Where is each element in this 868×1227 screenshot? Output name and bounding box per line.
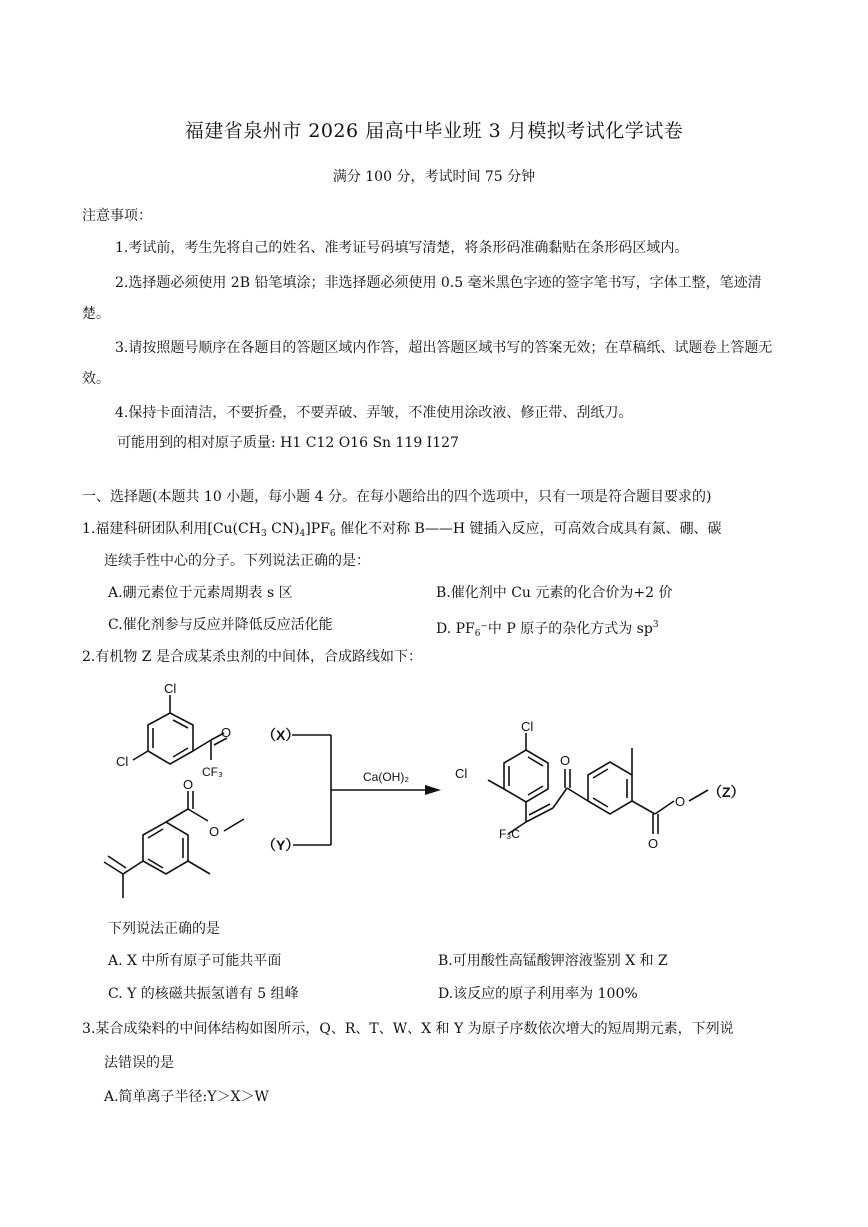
svg-text:F₃C: F₃C	[499, 827, 520, 841]
q1-option-d: D. $PF_6^-$中 P 原子的杂化方式为 $sp^3$	[436, 620, 659, 639]
page-title: 福建省泉州市 2026 届高中毕业班 3 月模拟考试化学试卷	[184, 120, 684, 142]
q2-option-d: D.该反应的原子利用率为 100%	[438, 986, 638, 1002]
notice-item-4: 4.保持卡面清洁，不要折叠，不要弄破、弄皱，不准使用涂改液、修正带、刮纸刀。	[115, 405, 633, 421]
svg-text:O: O	[183, 777, 194, 792]
svg-text:O: O	[560, 753, 571, 768]
svg-text:Ca(OH)₂: Ca(OH)₂	[363, 770, 409, 784]
q1-option-b: B.催化剂中 Cu 元素的化合价为+2 价	[436, 585, 673, 601]
q2-option-b: B.可用酸性高锰酸钾溶液鉴别 X 和 Z	[438, 953, 668, 969]
svg-text:（X）: （X）	[262, 727, 300, 743]
page-subtitle: 满分 100 分，考试时间 75 分钟	[332, 169, 536, 185]
q3-stem-line2: 法错误的是	[104, 1055, 174, 1071]
notice-item-3: 3.请按照题号顺序在各题目的答题区域内作答，超出答题区域书写的答案无效；在草稿纸、试题卷上答题无效。	[82, 340, 773, 387]
svg-text:Cl: Cl	[521, 719, 534, 734]
reaction-scheme	[0, 670, 868, 910]
q2-option-c: C. Y 的核磁共振氢谱有 5 组峰	[108, 986, 299, 1002]
svg-text:Cl: Cl	[164, 681, 177, 696]
svg-text:Cl: Cl	[455, 766, 468, 781]
notice-heading: 注意事项：	[82, 208, 152, 224]
q2-stem: 2.有机物 Z 是合成某杀虫剂的中间体，合成路线如下：	[82, 649, 422, 665]
q1-stem-line1: 1.福建科研团队利用[$Cu(CH_3$ $CN)_4]PF_6$ 催化不对称 B——H 键插入反应，可高效合成具有氮、硼、碳	[82, 521, 722, 539]
q1-stem-line2: 连续手性中心的分子。下列说法正确的是：	[104, 553, 370, 569]
q1-option-c: C.催化剂参与反应并降低反应活化能	[108, 617, 333, 633]
svg-text:O: O	[648, 836, 659, 851]
notice-item-1: 1.考试前，考生先将自己的姓名、准考证号码填写清楚，将条形码准确黏贴在条形码区域内。	[115, 240, 689, 256]
q1-option-a: A.硼元素位于元素周期表 s 区	[108, 585, 293, 601]
q3-option-a: A.简单离子半径:Y＞X＞W	[104, 1089, 269, 1105]
svg-text:O: O	[209, 824, 220, 839]
svg-text:O: O	[675, 794, 686, 809]
q2-lead: 下列说法正确的是	[108, 921, 220, 937]
q3-stem-line1: 3.某合成染料的中间体结构如图所示，Q、R、T、W、X 和 Y 为原子序数依次增大的短周期元素，下列说	[82, 1021, 734, 1037]
svg-text:（Z）: （Z）	[708, 784, 745, 800]
q2-option-a: A. X 中所有原子可能共平面	[108, 953, 282, 969]
section-heading: 一、选择题(本题共 10 小题，每小题 4 分。在每小题给出的四个选项中，只有一项是符合题目要求的)	[82, 489, 712, 505]
svg-text:（Y）: （Y）	[262, 837, 300, 853]
svg-text:Cl: Cl	[116, 754, 129, 769]
svg-text:O: O	[221, 725, 232, 740]
notice-item-2: 2.选择题必须使用 2B 铅笔填涂；非选择题必须使用 0.5 毫米黑色字迹的签字笔书写，字体工整，笔迹清楚。	[82, 275, 762, 322]
svg-text:CF₃: CF₃	[202, 765, 223, 779]
atomic-masses: 可能用到的相对原子质量: H1 C12 O16 Sn 119 I127	[117, 435, 459, 451]
